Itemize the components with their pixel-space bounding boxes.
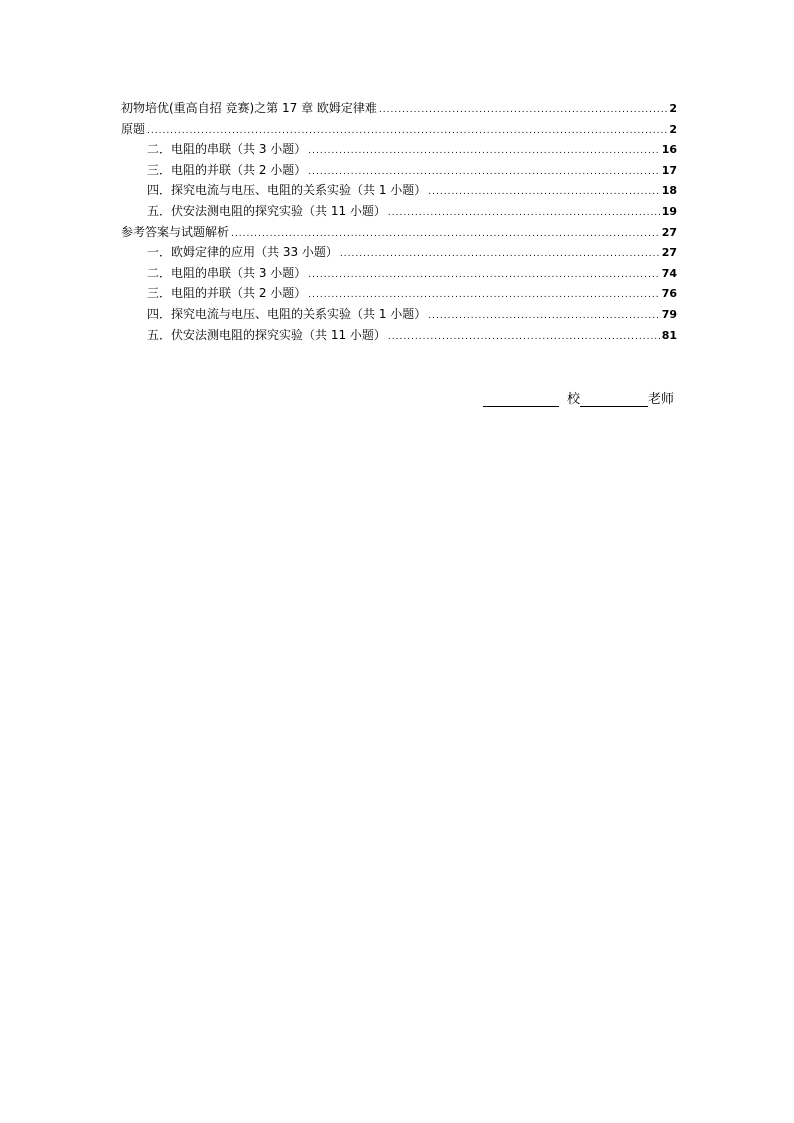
toc-entry-page: 2 — [669, 102, 677, 115]
toc-entry-title: 五．伏安法测电阻的探究实验（共 11 小题） — [147, 203, 386, 218]
toc-entry-title: 五．伏安法测电阻的探究实验（共 11 小题） — [147, 327, 386, 342]
toc-leader-dots — [340, 244, 660, 265]
toc-entry-page: 16 — [661, 143, 677, 157]
toc-entry-page: 17 — [661, 163, 677, 177]
toc-entry-page: 18 — [661, 184, 677, 198]
toc-entry[interactable] — [121, 139, 677, 160]
toc-entry[interactable] — [121, 180, 677, 201]
toc-leader-dots — [379, 100, 667, 121]
toc-entry[interactable] — [121, 98, 677, 119]
toc-entry-page: 76 — [661, 287, 677, 301]
toc-entry-page: 2 — [669, 122, 677, 136]
toc-entry-page: 19 — [661, 204, 677, 218]
toc-entry[interactable] — [121, 201, 677, 222]
toc-entry-title: 初物培优(重高自招 竞赛)之第 17 章 欧姆定律难 — [121, 101, 377, 115]
toc-leader-dots — [388, 327, 660, 348]
teacher-blank[interactable] — [580, 390, 648, 407]
toc-leader-dots — [308, 265, 659, 286]
toc-leader-dots — [428, 182, 659, 203]
toc-entry-page: 27 — [661, 225, 677, 239]
toc-entry[interactable] — [121, 222, 677, 243]
toc-leader-dots — [308, 162, 659, 183]
teacher-label: 老师 — [647, 392, 674, 407]
toc-entry[interactable] — [121, 304, 677, 325]
toc-entry-page: 81 — [661, 328, 677, 342]
toc-entry[interactable] — [121, 263, 677, 284]
toc-entry[interactable] — [121, 119, 677, 140]
toc-entry-title: 原题 — [121, 121, 146, 136]
toc-entry-title: 三．电阻的并联（共 2 小题） — [147, 162, 307, 177]
toc-entry[interactable] — [121, 242, 677, 263]
school-label: 校 — [566, 392, 580, 407]
toc-leader-dots — [388, 203, 660, 224]
toc-entry-page: 27 — [661, 246, 677, 260]
toc-entry-title: 一．欧姆定律的应用（共 33 小题） — [147, 245, 338, 260]
toc-entry-page: 79 — [661, 307, 677, 321]
toc-entry-title: 三．电阻的并联（共 2 小题） — [147, 286, 307, 301]
toc-leader-dots — [231, 224, 660, 245]
toc-leader-dots — [147, 121, 667, 142]
toc-entry-title: 参考答案与试题解析 — [121, 224, 230, 239]
toc-entry[interactable] — [121, 325, 677, 346]
toc-entry-title: 四．探究电流与电压、电阻的关系实验（共 1 小题） — [147, 183, 427, 198]
toc-entry[interactable] — [121, 160, 677, 181]
toc-entry-title: 四．探究电流与电压、电阻的关系实验（共 1 小题） — [147, 306, 427, 321]
toc-leader-dots — [308, 285, 659, 306]
toc-leader-dots — [308, 141, 659, 162]
toc-entry[interactable] — [121, 283, 677, 304]
toc-entry-title: 二．电阻的串联（共 3 小题） — [147, 265, 307, 280]
school-blank[interactable] — [483, 390, 559, 407]
toc-leader-dots — [428, 306, 659, 327]
table-of-contents — [121, 98, 677, 345]
toc-entry-title: 二．电阻的串联（共 3 小题） — [147, 142, 307, 157]
toc-entry-page: 74 — [661, 266, 677, 280]
signature-line — [483, 388, 674, 407]
